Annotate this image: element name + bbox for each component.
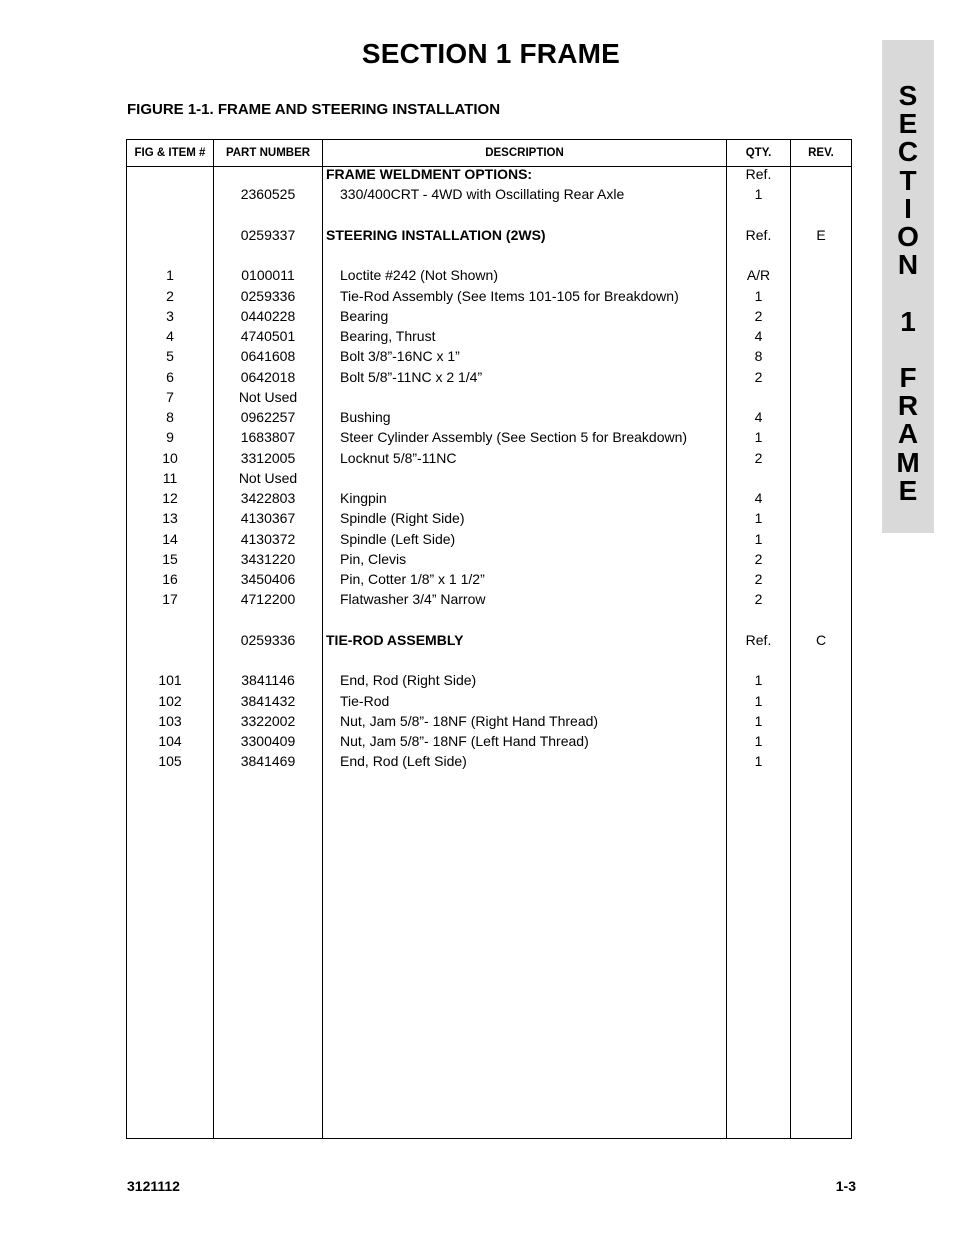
cell-description: Tie-Rod Assembly (See Items 101-105 for Breakdown)	[340, 287, 679, 304]
cell-qty: 1	[754, 429, 763, 446]
cell-description: Kingpin	[340, 490, 387, 506]
cell-description: Steer Cylinder Assembly (See Section 5 for Breakdown)	[340, 429, 688, 446]
cell-qty: 1	[754, 712, 763, 729]
table-row	[127, 731, 851, 751]
cell-qty: 4	[754, 490, 763, 506]
table-row	[127, 326, 851, 346]
table-row	[127, 630, 851, 650]
cell-description: Bolt 3/8”-16NC x 1”	[340, 348, 460, 365]
cell-qty: 2	[754, 591, 763, 608]
side-tab-letter: 1	[900, 305, 916, 337]
cell-description: Pin, Cotter 1/8” x 1 1/2”	[340, 571, 485, 587]
cell-qty: 1	[754, 672, 763, 689]
cell-qty: 1	[754, 530, 763, 547]
cell-description: Locknut 5/8”-11NC	[340, 449, 457, 466]
table-row	[127, 184, 851, 204]
table-row	[127, 549, 851, 569]
table-row	[127, 164, 851, 184]
cell-part-number: 4740501	[240, 328, 296, 344]
side-tab-letter: A	[897, 418, 919, 450]
document-number: 3121112	[127, 1178, 180, 1194]
table-row	[127, 711, 851, 731]
cell-description: End, Rod (Right Side)	[340, 672, 477, 689]
cell-part-number: 0259336	[240, 631, 296, 648]
cell-part-number: 1683807	[240, 429, 296, 446]
side-tab-letter: R	[897, 390, 919, 422]
header-qty: QTY.	[745, 147, 772, 159]
cell-part-number: 4712200	[240, 591, 296, 608]
cell-part-number: 3422803	[240, 490, 296, 506]
cell-part-number: 0100011	[241, 267, 295, 284]
cell-qty: A/R	[746, 267, 771, 284]
cell-fig-item: 5	[166, 348, 174, 365]
table-row	[127, 346, 851, 366]
cell-fig-item: 14	[162, 530, 178, 547]
cell-part-number: 3841146	[241, 672, 295, 689]
cell-description: 330/400CRT - 4WD with Oscillating Rear Axle	[340, 186, 625, 203]
table-row	[127, 306, 851, 326]
cell-qty: Ref.	[745, 226, 772, 243]
cell-part-number: 3300409	[240, 733, 296, 749]
side-tab-letter: E	[898, 108, 918, 140]
cell-qty: 8	[754, 348, 763, 365]
cell-description: Nut, Jam 5/8”- 18NF (Right Hand Thread)	[340, 712, 599, 729]
cell-fig-item: 11	[162, 469, 178, 486]
header-description: DESCRIPTION	[485, 147, 564, 159]
cell-qty: 2	[754, 550, 763, 567]
cell-part-number: 3312005	[240, 449, 296, 466]
cell-fig-item: 4	[166, 328, 174, 344]
cell-fig-item: 15	[162, 550, 178, 567]
cell-rev: E	[816, 226, 826, 243]
cell-part-number: 0962257	[240, 409, 296, 425]
header-part-number: PART NUMBER	[225, 147, 311, 159]
table-row	[127, 387, 851, 407]
cell-rev: C	[815, 631, 827, 648]
cell-part-number: 0641608	[240, 348, 296, 365]
cell-qty: 1	[754, 753, 763, 770]
cell-fig-item: 12	[162, 490, 178, 506]
cell-fig-item: 6	[166, 368, 174, 385]
cell-description: TIE-ROD ASSEMBLY	[326, 631, 464, 648]
cell-part-number: 0259337	[240, 226, 296, 243]
cell-part-number: Not Used	[238, 388, 298, 405]
table-row	[127, 468, 851, 488]
table-row	[127, 569, 851, 589]
side-tab-letter: I	[904, 192, 912, 224]
cell-part-number: 4130372	[240, 530, 296, 547]
table-row	[127, 670, 851, 690]
table-row	[127, 529, 851, 549]
cell-qty: 4	[754, 409, 763, 425]
table-row	[127, 589, 851, 609]
cell-qty: Ref.	[745, 166, 772, 182]
side-tab-letter: F	[899, 362, 917, 393]
cell-description: Bolt 5/8”-11NC x 2 1/4”	[340, 368, 483, 385]
cell-qty: 2	[754, 571, 763, 587]
side-tab-letter: S	[898, 80, 918, 111]
table-row	[127, 488, 851, 508]
cell-description: Spindle (Right Side)	[340, 510, 465, 527]
cell-fig-item: 104	[158, 733, 182, 749]
table-row	[127, 691, 851, 711]
cell-fig-item: 105	[158, 753, 182, 770]
table-row	[127, 407, 851, 427]
cell-qty: 1	[754, 186, 763, 203]
cell-qty: 2	[754, 368, 763, 385]
cell-fig-item: 10	[162, 449, 178, 466]
cell-fig-item: 13	[162, 510, 178, 527]
cell-fig-item: 9	[166, 429, 174, 446]
table-row	[127, 265, 851, 285]
side-tab-letter: E	[898, 474, 918, 506]
cell-qty: Ref.	[745, 631, 772, 648]
table-row	[127, 225, 851, 245]
cell-description: Spindle (Left Side)	[340, 530, 456, 547]
cell-part-number: 0440228	[240, 307, 296, 324]
cell-qty: 2	[754, 449, 763, 466]
cell-fig-item: 7	[166, 388, 174, 405]
cell-fig-item: 17	[162, 591, 178, 608]
cell-description: Bearing, Thrust	[340, 328, 436, 344]
header-rev: REV.	[808, 147, 834, 159]
cell-part-number: 0259336	[240, 287, 296, 304]
cell-qty: 1	[754, 692, 763, 709]
cell-fig-item: 2	[166, 287, 174, 304]
table-row	[127, 427, 851, 447]
cell-fig-item: 103	[158, 712, 182, 729]
cell-description: Tie-Rod	[340, 692, 390, 709]
cell-part-number: 2360525	[240, 186, 296, 203]
side-tab-letter: M	[896, 446, 920, 478]
table-row	[127, 367, 851, 387]
page-title: SECTION 1 FRAME	[361, 38, 621, 69]
cell-description: Loctite #242 (Not Shown)	[340, 267, 498, 284]
cell-qty: 1	[754, 287, 763, 304]
side-tab-letter: N	[897, 249, 919, 281]
side-tab-letter: C	[897, 136, 919, 168]
cell-fig-item: 101	[158, 672, 182, 689]
side-tab-letter: O	[897, 221, 919, 252]
figure-title: FIGURE 1-1. FRAME AND STEERING INSTALLATION	[127, 101, 501, 118]
cell-description: Bushing	[340, 409, 391, 425]
cell-part-number: 4130367	[240, 510, 296, 527]
header-fig-item: FIG & ITEM #	[134, 147, 206, 159]
table-row	[127, 508, 851, 528]
cell-description: FRAME WELDMENT OPTIONS:	[326, 166, 533, 182]
cell-description: STEERING INSTALLATION (2WS)	[326, 226, 546, 243]
section-side-tab	[882, 40, 934, 533]
cell-qty: 1	[754, 733, 763, 749]
table-row	[127, 751, 851, 771]
cell-qty: 4	[754, 328, 763, 344]
cell-description: Nut, Jam 5/8”- 18NF (Left Hand Thread)	[340, 733, 589, 749]
cell-fig-item: 16	[162, 571, 178, 587]
cell-qty: 1	[754, 510, 763, 527]
cell-description: Flatwasher 3/4” Narrow	[340, 591, 486, 608]
cell-fig-item: 1	[166, 267, 174, 284]
cell-description: Pin, Clevis	[340, 550, 407, 567]
table-row	[127, 448, 851, 468]
cell-part-number: 3431220	[240, 550, 296, 567]
cell-part-number: 3841432	[240, 692, 296, 709]
cell-part-number: Not Used	[238, 469, 298, 486]
cell-fig-item: 102	[158, 692, 182, 709]
cell-description: End, Rod (Left Side)	[340, 753, 467, 770]
cell-part-number: 3450406	[240, 571, 296, 587]
cell-fig-item: 3	[166, 307, 174, 324]
parts-table	[126, 139, 852, 1139]
table-row	[127, 286, 851, 306]
side-tab-letter: T	[899, 164, 917, 196]
cell-part-number: 3841469	[240, 753, 296, 770]
page-number: 1-3	[835, 1178, 856, 1194]
cell-part-number: 3322002	[240, 712, 296, 729]
cell-description: Bearing	[340, 307, 389, 324]
cell-qty: 2	[754, 307, 763, 324]
cell-part-number: 0642018	[240, 368, 296, 385]
cell-fig-item: 8	[166, 409, 174, 425]
